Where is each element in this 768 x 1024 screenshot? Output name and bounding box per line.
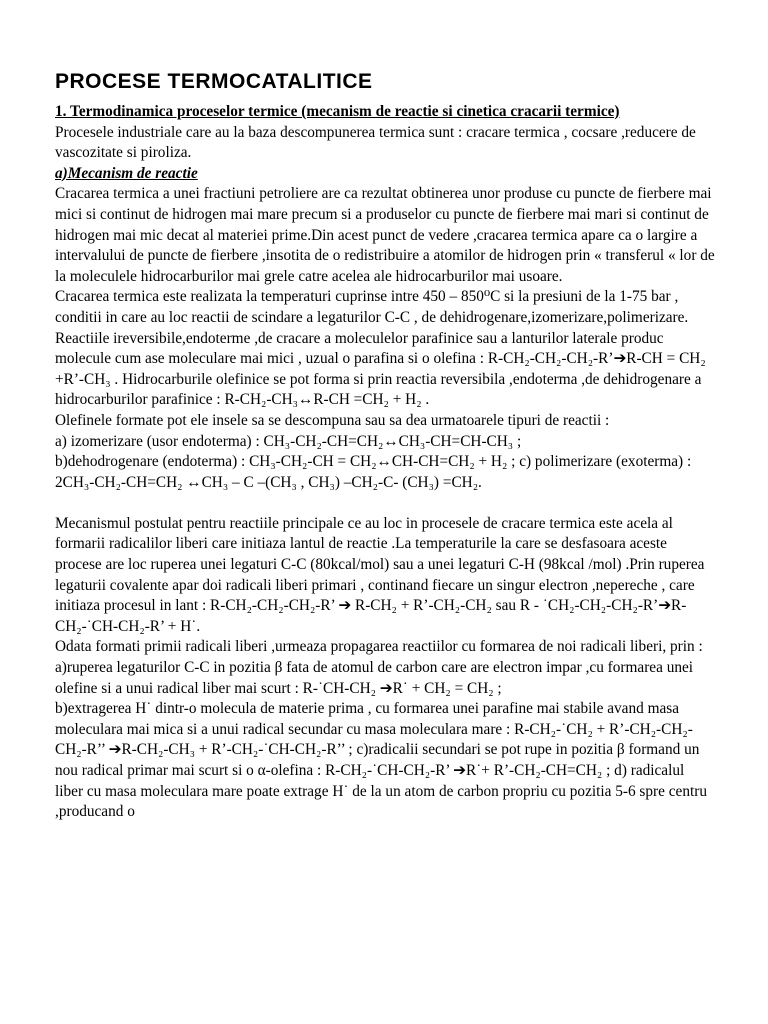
subsection-heading: a)Mecanism de reactie	[55, 164, 198, 182]
document-body	[55, 102, 715, 823]
blank-line	[55, 493, 715, 514]
document-title: PROCESE TERMOCATALITICE	[55, 70, 373, 93]
paragraph: Odata formati primii radicali liberi ,urmeaza propagarea reactiilor cu formarea de noi radicali liberi, prin :	[55, 638, 703, 656]
paragraph: Olefinele formate pot ele insele sa se descompuna sau sa dea urmatoarele tipuri de reactii :	[55, 411, 610, 429]
paragraph: b)dehodrogenare (endoterma) : CH₃-CH₂-CH = CH₂↔CH-CH=CH₂ + H₂ ; c) polimerizare (exoterma) : 2CH₃-CH₂-CH=CH₂ ↔CH₃ – C –(CH₃ , CH₃) –CH₂-C- (CH₃) =CH₂.	[55, 453, 692, 491]
paragraph: Mecanismul postulat pentru reactiile principale ce au loc in procesele de cracare termica este acela al formarii radicalilor liberi care initiaza lantul de reactie .La temperaturile la care se desfasoara aceste procese are loc ruperea unei legaturi C-C (80kcal/mol) sau a unei legaturi C-H (98kcal /mol) .Prin ruperea legaturii covalente apar doi radicali liberi primari , continand fiecare un singur electron ,nepereche , care initiaza procesul in lant : R-CH₂-CH₂-CH₂-R’ ➔ R-CH₂ + R’-CH₂-CH₂ sau R - ˙CH₂-CH₂-CH₂-R’➔R-CH₂-˙CH-CH₂-R’ + H˙.	[55, 514, 705, 635]
paragraph: Cracarea termica este realizata la temperaturi cuprinse intre 450 – 850⁰C si la presiuni de la 1-75 bar , conditii in care au loc reactii de scindare a legaturilor C-C , de dehidrogenare,izomerizare,polimerizare.	[55, 288, 689, 326]
paragraph: a)ruperea legaturilor C-C in pozitia β fata de atomul de carbon care are electron impar ,cu formarea unei olefine si a unui radical liber mai scurt : R-˙CH-CH₂ ➔R˙ + CH₂ = CH₂ ;	[55, 659, 694, 697]
section-heading: 1. Termodinamica proceselor termice (mecanism de reactie si cinetica cracarii termice)	[55, 103, 620, 120]
paragraph: a) izomerizare (usor endoterma) : CH₃-CH₂-CH=CH₂↔CH₃-CH=CH-CH₃ ;	[55, 432, 522, 450]
paragraph: Reactiile ireversibile,endoterme ,de cracare a moleculelor parafinice sau a lanturilor laterale produc molecule cum ase moleculare mai mici , uzual o parafina si o olefina : R-CH₂-CH₂-CH₂-R’➔R-CH = CH₂ +R’-CH₃ . Hidrocarburile olefinice se pot forma si prin reactia reversibila ,endoterma ,de dehidrogenare a hidrocarburilor parafinice : R-CH₂-CH₃↔R-CH =CH₂ + H₂ .	[55, 329, 706, 409]
paragraph: b)extragerea H˙ dintr-o molecula de materie prima , cu formarea unei parafine mai stabile avand masa moleculara mai mica si a unui radical secundar cu masa moleculara mare : R-CH₂-˙CH₂ + R’-CH₂-CH₂-CH₂-R’’ ➔R-CH₂-CH₃ + R’-CH₂-˙CH-CH₂-R’’ ; c)radicalii secundari se pot rupe in pozitia β formand un nou radical primar mai scurt si o α-olefina : R-CH₂-˙CH-CH₂-R’ ➔R˙+ R’-CH₂-CH=CH₂ ; d) radicalul liber cu masa moleculara mare poate extrage H˙ de la un atom de carbon propriu cu pozitia 5-6 spre centru ,producand o	[55, 700, 707, 821]
paragraph: Cracarea termica a unei fractiuni petroliere are ca rezultat obtinerea unor produse cu puncte de fierbere mai mici si continut de hidrogen mai mare precum si a produselor cu puncte de fierbere mai mari si continut de hidrogen mai mic decat al materiei prime.Din acest punct de vedere ,cracarea termica apare ca o largire a intervalului de puncte de fierbere ,insotita de o redistribuire a atomilor de hidrogen prin « transferul « lor de la moleculele hidrocarburilor mai grele catre acelea ale hidrocarburilor mai usoare.	[55, 185, 715, 285]
intro-paragraph: Procesele industriale care au la baza descompunerea termica sunt : cracare termica , cocsare ,reducere de vascozitate si piroliza.	[55, 123, 696, 162]
